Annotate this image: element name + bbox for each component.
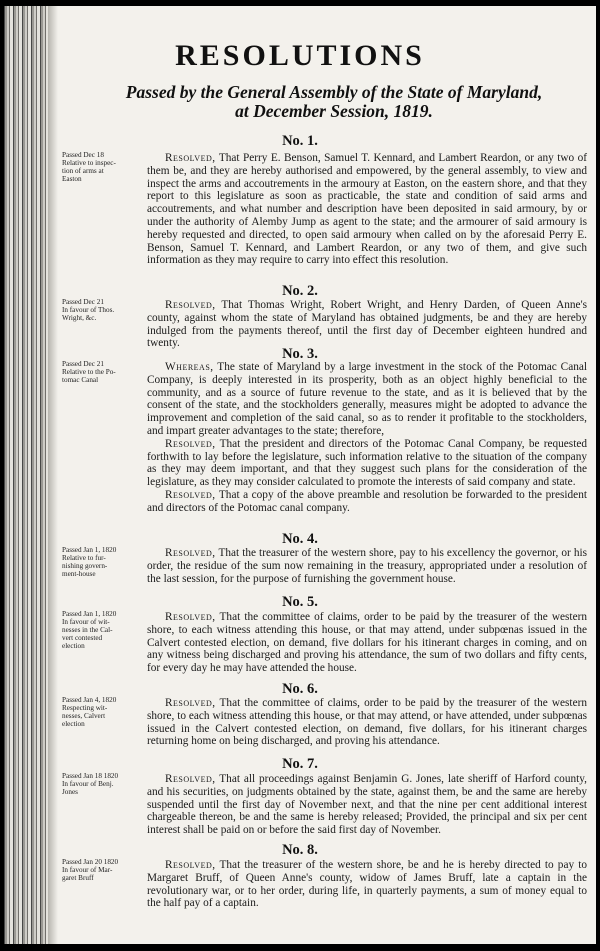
resolution-paragraph: Resolved, That all proceedings against Benjamin G. Jones, late sheriff of Harford county, and his securities, on judgments obtained by the state, against them, be and the same are hereby suspended until the first day of November next, and that the nine per cent additional interest chargeable thereon, be and the same is hereby released; Provided, the principal and six per cent interest shall be paid on or before the said first day of November. (147, 773, 587, 837)
resolution-paragraph: Resolved, That Perry E. Benson, Samuel T. Kennard, and Lambert Reardon, or any two of them be, and they are hereby authorised and empowered, by the general assembly, to view and inspect the arms and accoutrements in the armoury at Easton, on the eastern shore, and that they report to this legislature as soon as practicable, the state and condition of said arms and accoutrements, and what number and description have been deposited in said armoury, by or under the authority of Alemby Jump as agent to the state; and the armourer of said armoury is hereby requested and directed, to open said armoury when called on by the aforesaid Perry E. Benson, Samuel T. Kennard, and Lambert Reardon, or any two of them, and give such information as they may require to carry into effect this resolution. (147, 152, 588, 267)
resolution-body (147, 152, 587, 267)
resolution-paragraph: Resolved, That the treasurer of the western shore, pay to his excellency the governor, or his order, the residue of the sum now remaining in the treasury, appropriated under a resolution of the last session, for the purpose of furnishing the government house. (147, 547, 588, 585)
margin-note: Passed Jan 1, 1820 In favour of wit- nesses in the Cal- vert contested election (62, 610, 117, 650)
resolution-paragraph: Resolved, That a copy of the above preamble and resolution be forwarded to the president and directors of the Potomac canal company. (147, 488, 587, 514)
resolution-number: No. 2. (282, 283, 318, 299)
resolution-number: No. 1. (282, 133, 318, 149)
margin-note: Passed Jan 1, 1820 Relative to fur- nishing govern- ment-house (62, 546, 117, 578)
resolution-body (147, 361, 587, 515)
subtitle-line-1: Passed by the General Assembly of the State of Maryland, (125, 82, 543, 102)
resolution-paragraph: Whereas, The state of Maryland by a large investment in the stock of the Potomac Canal Company, is deeply interested in its prosperity, both as an object highly beneficial to the community, and as a source of future revenue to the state, and as it is believed that by the consent of the state, and the stockholders generally, measures might be adopted to advance the improvement and completion of the said canal, so as to render it profitable to the stockholders, and impart greater advantages to the state; therefore, (147, 361, 588, 437)
margin-note: Passed Dec 21 Relative to the Po- tomac Canal (62, 360, 116, 384)
margin-note: Passed Dec 18 Relative to inspec- tion of arms at Easton (62, 151, 116, 183)
resolution-body (147, 547, 587, 585)
resolution-number: No. 7. (282, 756, 318, 772)
resolution-body (147, 859, 587, 910)
document-page (4, 6, 596, 944)
resolution-paragraph: Resolved, That the treasurer of the western shore, be and he is hereby directed to pay to Margaret Bruff, of Queen Anne's county, widow of James Bruff, late a captain in the revolutionary war, or to her order, during life, in quarterly payments, a sum of money equal to the half pay of a captain. (147, 859, 588, 910)
resolution-body (147, 773, 587, 837)
resolution-number: No. 5. (282, 594, 318, 610)
resolution-paragraph: Resolved, That the president and directors of the Potomac Canal Company, be requested forthwith to lay before the legislature, such information relative to the situation of the company as they may deem important, and that they suggest such plans for the consideration of the legislature, as they may consider calculated to promote the interests of said company and state. (147, 437, 587, 489)
margin-note: Passed Jan 20 1820 In favour of Mar- garet Bruff (62, 858, 119, 882)
margin-note: Passed Jan 18 1820 In favour of Benj. Jones (62, 772, 119, 796)
resolution-number: No. 4. (282, 531, 318, 547)
resolution-body (147, 697, 587, 748)
resolution-paragraph: Resolved, That the committee of claims, order to be paid by the treasurer of the western shore, to each witness attending this house, or that may attend, under subpœnas issued in the Calvert contested election, on demand, five dollars for his itinerant charges in coming, and on any witness being discharged and proving his attendance, the sum of two dollars and fifty cents, for every day he may have attended the house. (147, 611, 587, 675)
subtitle-line-2: at December Session, 1819. (235, 101, 433, 121)
resolution-body (147, 611, 587, 675)
page-subtitle (64, 83, 596, 121)
page-title: RESOLUTIONS (175, 39, 425, 72)
resolution-number: No. 3. (282, 346, 318, 362)
margin-note: Passed Dec 21 In favour of Thos. Wright, &c. (62, 298, 115, 322)
resolution-paragraph: Resolved, That Thomas Wright, Robert Wright, and Henry Darden, of Queen Anne's county, against whom the state of Maryland has obtained judgments, be and they are hereby indulged from the payments thereof, until the first day of December eighteen hundred and twenty. (147, 299, 588, 350)
margin-note: Passed Jan 4, 1820 Respecting wit- nesses, Calvert election (62, 696, 117, 728)
resolution-number: No. 6. (282, 681, 318, 697)
resolution-body (147, 299, 587, 350)
resolution-paragraph: Resolved, That the committee of claims, order to be paid by the treasurer of the western shore, to each witness attending this house, or that may attend, or have attended, under subpœnas issued in the Calvert contested election, on demand, five dollars, for his itinerant charges returning home on being discharged, and proving his attendance. (147, 697, 587, 748)
resolution-number: No. 8. (282, 842, 318, 858)
